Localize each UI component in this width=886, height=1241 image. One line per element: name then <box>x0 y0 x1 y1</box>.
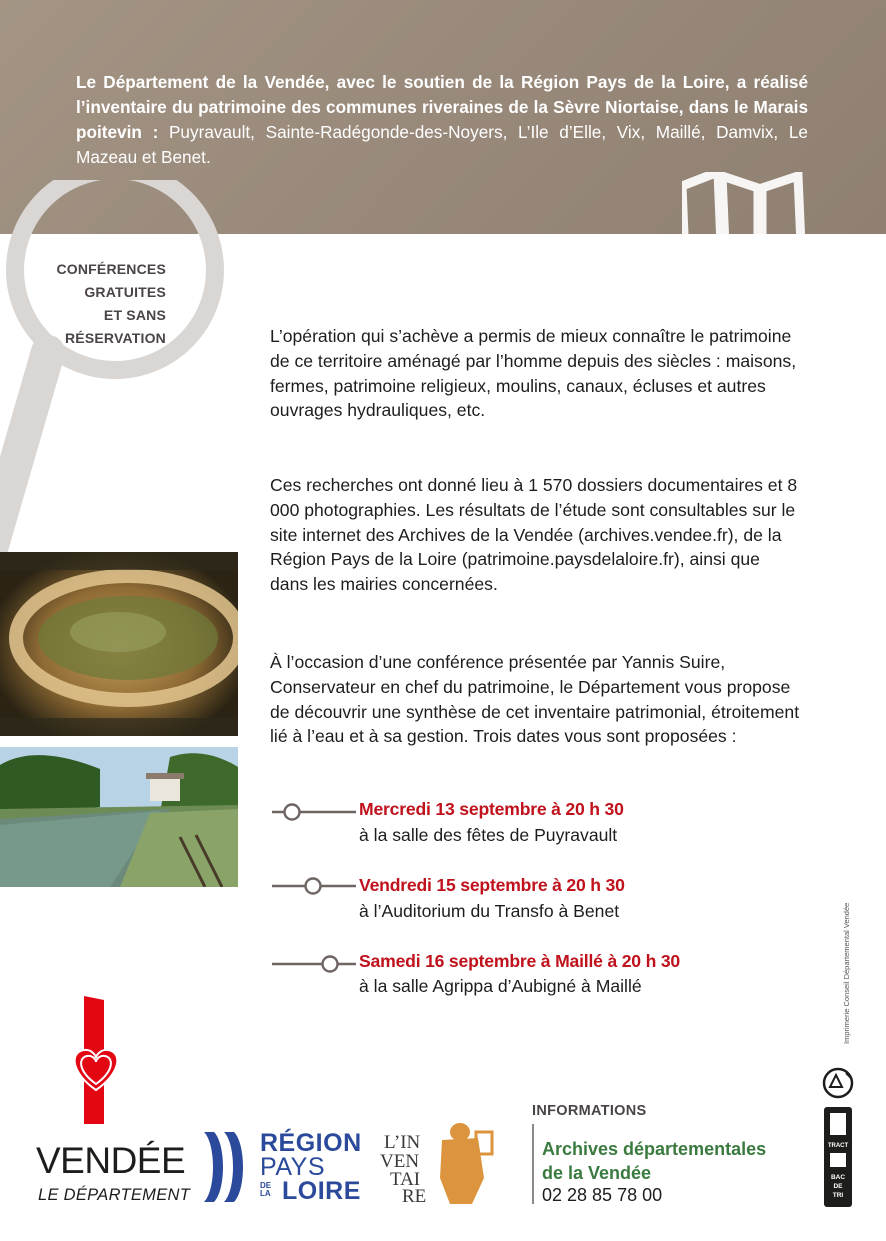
date-marker-1 <box>272 803 356 821</box>
region-de: DE <box>260 1181 272 1190</box>
paragraph-conference: À l’occasion d’une conférence présentée par Yannis Suire, Conservateur en chef du patrimoine, le Département vous propose de découvrir une synthèse de cet inventaire patrimonial, étroitement lié à l’eau et à sa gestion. Trois dates vous sont proposées : <box>270 652 800 747</box>
region-line-1: RÉGION <box>260 1129 362 1157</box>
bin-label-1: BAC <box>830 1174 846 1181</box>
free-conferences-label <box>20 258 166 350</box>
intro-text <box>76 70 808 170</box>
date-2-place: à l’Auditorium du Transfo à Benet <box>359 901 620 921</box>
date-marker-2 <box>272 877 356 895</box>
vendee-logo <box>36 996 176 1136</box>
date-3-title: Samedi 16 septembre à Maillé à 20 h 30 <box>359 951 680 971</box>
magnifier-icon <box>0 180 230 560</box>
bin-label-3: TRI <box>832 1192 844 1199</box>
intro-communes: Puyravault, Sainte-Radégonde-des-Noyers, L’Ile d’Elle, Vix, Maillé, Damvix, Le Mazeau et Benet. <box>76 122 808 167</box>
intro-bold: Le Département de la Vendée, avec le soutien de la Région Pays de la Loire, a réalisé l’inventaire du patrimoine des communes riveraines de la Sèvre Niortaise, dans le Marais poitevin : <box>76 72 808 142</box>
region-line-2: PAYS <box>260 1153 325 1181</box>
region-line-3: LOIRE <box>282 1177 361 1205</box>
inv-line-2: VEN <box>380 1151 420 1172</box>
region-de-la <box>260 1182 271 1198</box>
info-org-line-1: Archives départementales <box>542 1139 767 1159</box>
inv-line-4: RE <box>402 1186 427 1204</box>
conf-line-3: ET SANS <box>103 307 166 323</box>
date-1-place: à la salle des fêtes de Puyravault <box>359 825 618 845</box>
region-name <box>260 1131 362 1203</box>
date-1-title: Mercredi 13 septembre à 20 h 30 <box>359 799 624 819</box>
info-organization <box>542 1137 766 1185</box>
map-icon <box>682 172 806 284</box>
tract-label: TRACT <box>827 1143 849 1149</box>
region-logo-mark <box>202 1130 256 1204</box>
inventaire-logo <box>380 1118 504 1204</box>
info-phone: 02 28 85 78 00 <box>542 1185 663 1205</box>
conf-line-4: RÉSERVATION <box>65 330 166 346</box>
conf-line-2: GRATUITES <box>84 284 166 300</box>
vendee-subtitle: LE DÉPARTEMENT <box>38 1186 191 1204</box>
printer-credit: Imprimerie Conseil Départemental Vendée <box>842 902 851 1044</box>
inv-line-1: L’IN <box>384 1132 421 1153</box>
conf-line-1: CONFÉRENCES <box>56 261 166 277</box>
date-3-place: à la salle Agrippa d’Aubigné à Maillé <box>359 976 642 996</box>
info-org-line-2: de la Vendée <box>542 1163 652 1183</box>
info-divider <box>532 1124 534 1204</box>
inv-line-3: TAI <box>390 1169 421 1190</box>
bin-label-2: DE <box>833 1183 843 1190</box>
date-2-title: Vendredi 15 septembre à 20 h 30 <box>359 875 625 895</box>
date-marker-3 <box>272 955 356 973</box>
paragraph-research: Ces recherches ont donné lieu à 1 570 dossiers documentaires et 8 000 photographies. Les résultats de l’étude sont consultables sur le site internet des Archives de la Vendée (archives.vendee.fr), de la Région Pays de la Loire (patrimoine.paysdelaloire.fr), ainsi que dans les mairies concernées. <box>270 475 798 595</box>
vendee-name: VENDÉE <box>36 1140 186 1181</box>
bridge-photo <box>0 552 238 736</box>
recycling-icons <box>820 1065 860 1215</box>
informations-heading: INFORMATIONS <box>532 1103 647 1119</box>
canal-photo <box>0 747 238 887</box>
paragraph-operation: L’opération qui s’achève a permis de mieux connaître le patrimoine de ce territoire aménagé par l’homme depuis des siècles : maisons, fermes, patrimoine religieux, moulins, canaux, écluses et autres ouvrages hydrauliques, etc. <box>270 326 797 421</box>
region-la: LA <box>260 1189 271 1198</box>
